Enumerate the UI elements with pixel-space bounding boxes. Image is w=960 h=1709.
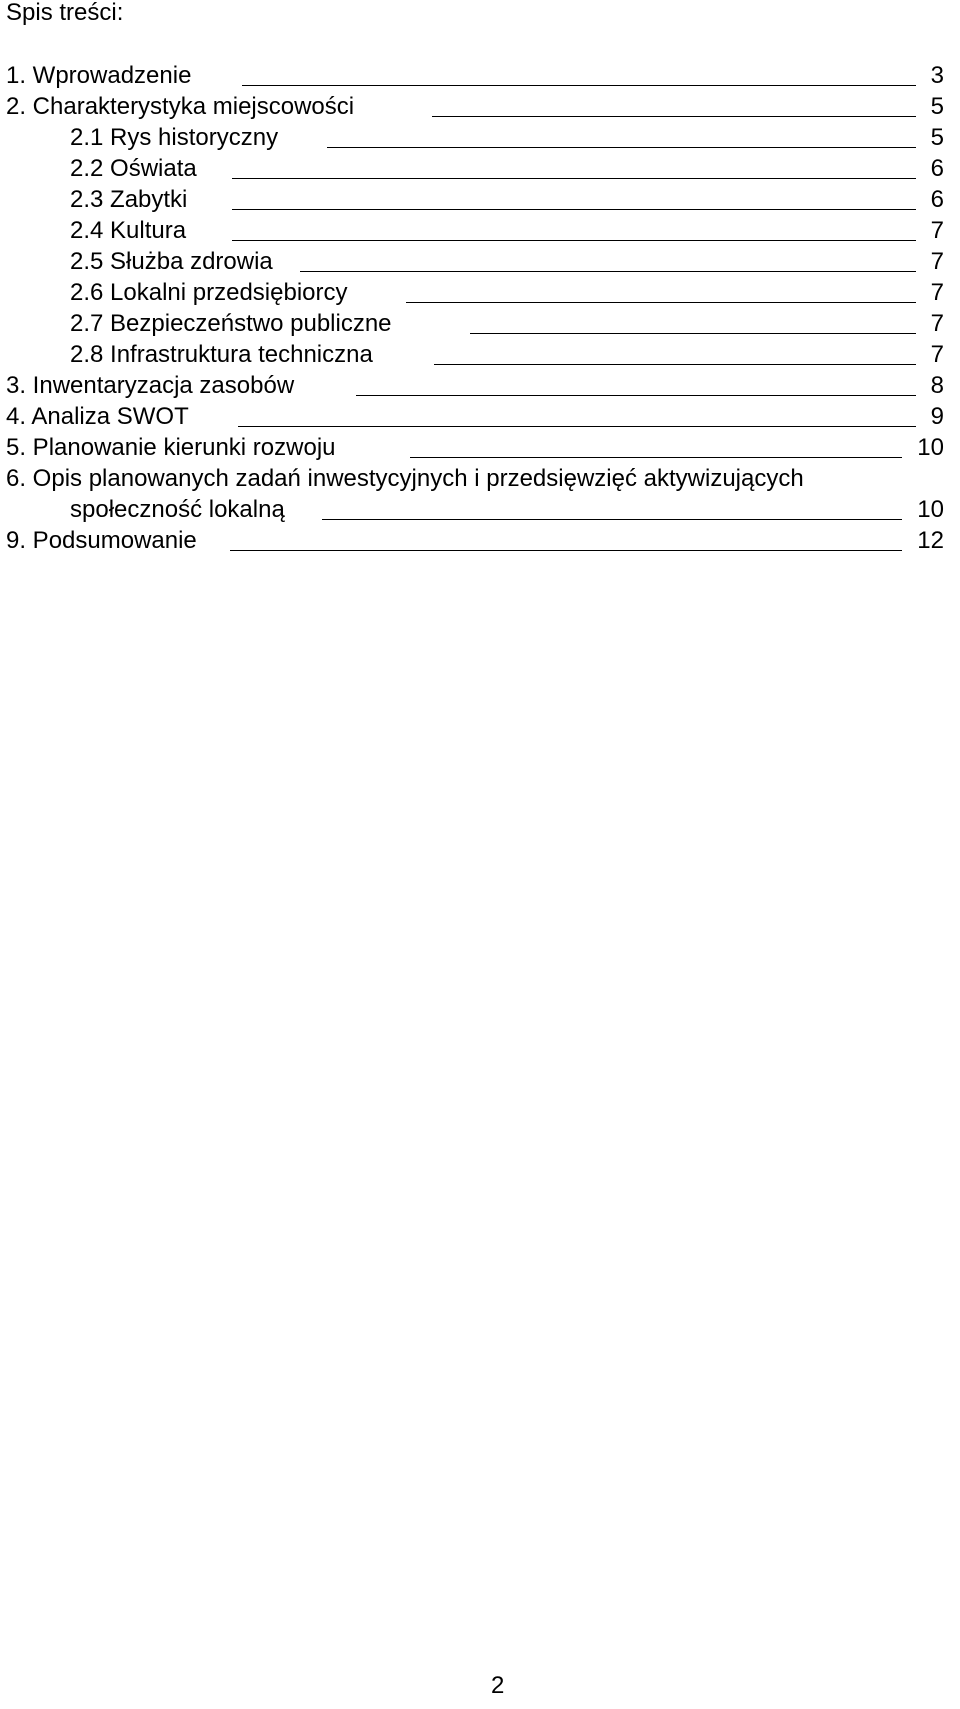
- toc-entry[interactable]: [6, 401, 950, 432]
- toc-entry-title: 2.1 Rys historyczny: [70, 124, 279, 151]
- toc-leader-line: [410, 457, 902, 458]
- table-of-contents: [6, 60, 950, 556]
- toc-leader-line: [432, 116, 916, 117]
- toc-entry-title: 2.3 Zabytki: [70, 186, 188, 213]
- toc-leader-line: [232, 209, 916, 210]
- toc-entry[interactable]: [6, 215, 950, 246]
- toc-leader-line: [242, 85, 916, 86]
- toc-entry-page: 6: [930, 186, 944, 213]
- toc-entry-title: 2.6 Lokalni przedsiębiorcy: [70, 279, 348, 306]
- toc-entry-title: 3. Inwentaryzacja zasobów: [6, 372, 295, 399]
- toc-entry[interactable]: [6, 432, 950, 463]
- toc-entry[interactable]: [6, 277, 950, 308]
- toc-entry-page: 6: [930, 155, 944, 182]
- toc-entry-page: 7: [930, 279, 944, 306]
- toc-entry-page: 10: [917, 434, 944, 461]
- toc-entry-page: 5: [930, 124, 944, 151]
- toc-entry-title: 5. Planowanie kierunki rozwoju: [6, 434, 336, 461]
- toc-entry-page: 12: [917, 527, 944, 554]
- toc-entry[interactable]: [6, 463, 950, 525]
- toc-entry-title: 2.4 Kultura: [70, 217, 187, 244]
- toc-entry-page: 10: [917, 496, 944, 523]
- page-number: 2: [491, 1672, 505, 1699]
- toc-leader-line: [406, 302, 916, 303]
- toc-entry[interactable]: [6, 339, 950, 370]
- toc-entry-page: 7: [930, 217, 944, 244]
- toc-entry-page: 3: [930, 62, 944, 89]
- toc-entry-title: 2. Charakterystyka miejscowości: [6, 93, 355, 120]
- toc-entry-page: 8: [930, 372, 944, 399]
- toc-entry[interactable]: [6, 122, 950, 153]
- toc-leader-line: [230, 550, 902, 551]
- toc-entry-page: 7: [930, 248, 944, 275]
- toc-entry-title: 2.5 Służba zdrowia: [70, 248, 273, 275]
- toc-entry-page: 9: [930, 403, 944, 430]
- toc-entry[interactable]: [6, 60, 950, 91]
- toc-leader-line: [232, 178, 916, 179]
- toc-entry-title: 2.7 Bezpieczeństwo publiczne: [70, 310, 392, 337]
- toc-entry-title: 9. Podsumowanie: [6, 527, 197, 554]
- toc-entry[interactable]: [6, 525, 950, 556]
- toc-leader-line: [238, 426, 916, 427]
- toc-leader-line: [232, 240, 916, 241]
- toc-entry[interactable]: [6, 153, 950, 184]
- toc-entry-title: 1. Wprowadzenie: [6, 62, 192, 89]
- toc-entry-page: 5: [930, 93, 944, 120]
- toc-entry[interactable]: [6, 91, 950, 122]
- toc-entry-title: 2.8 Infrastruktura techniczna: [70, 341, 373, 368]
- toc-entry-page: 7: [930, 341, 944, 368]
- toc-entry-title: 4. Analiza SWOT: [6, 403, 189, 430]
- toc-entry[interactable]: [6, 308, 950, 339]
- toc-leader-line: [327, 147, 916, 148]
- toc-leader-line: [322, 519, 902, 520]
- toc-leader-line: [434, 364, 916, 365]
- toc-entry[interactable]: [6, 246, 950, 277]
- toc-leader-line: [470, 333, 916, 334]
- toc-entry-page: 7: [930, 310, 944, 337]
- toc-entry-title-continuation: społeczność lokalną: [70, 496, 285, 523]
- toc-entry-title: 6. Opis planowanych zadań inwestycyjnych i przedsięwzięć aktywizujących: [6, 465, 804, 492]
- toc-entry[interactable]: [6, 184, 950, 215]
- toc-leader-line: [356, 395, 916, 396]
- toc-heading: Spis treści:: [6, 0, 124, 26]
- toc-entry-title: 2.2 Oświata: [70, 155, 197, 182]
- toc-entry[interactable]: [6, 370, 950, 401]
- toc-leader-line: [300, 271, 916, 272]
